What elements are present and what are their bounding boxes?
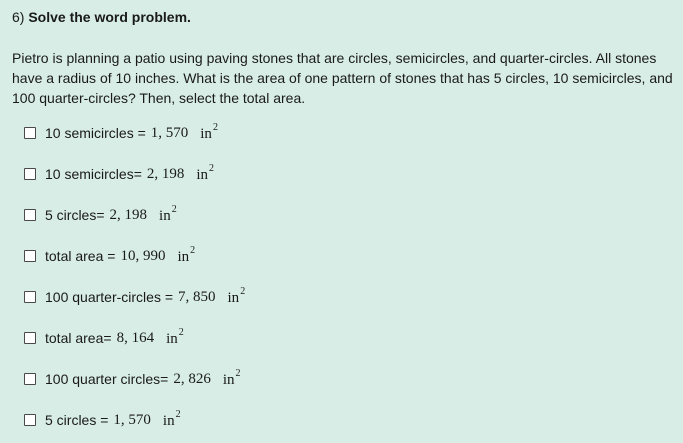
option-value: 7, 850 <box>178 288 216 305</box>
answer-option[interactable] <box>24 122 218 144</box>
option-unit: $in^2$ <box>159 203 177 224</box>
option-unit: $in^2$ <box>196 162 215 183</box>
option-value: 8, 164 <box>116 329 155 346</box>
option-unit: $in^2$ <box>227 285 246 306</box>
checkbox[interactable] <box>24 414 36 426</box>
checkbox[interactable] <box>24 250 36 262</box>
option-value: 10, 990 <box>120 247 166 264</box>
answer-option[interactable] <box>24 409 181 431</box>
question-header <box>12 8 191 26</box>
checkbox[interactable] <box>24 291 36 303</box>
option-unit: $in^2$ <box>222 367 241 388</box>
option-value: 2, 826 <box>173 370 211 387</box>
option-value: 1, 570 <box>150 124 189 141</box>
option-label: 10 semicircles = <box>45 125 146 141</box>
option-value: 1, 570 <box>113 411 151 428</box>
checkbox[interactable] <box>24 373 36 385</box>
option-label: 100 quarter circles= <box>45 371 169 387</box>
answer-option[interactable] <box>24 368 241 390</box>
checkbox[interactable] <box>24 209 36 221</box>
option-unit: $in^2$ <box>200 121 218 142</box>
option-label: total area = <box>45 248 116 264</box>
answer-option[interactable] <box>24 245 195 267</box>
option-value: 2, 198 <box>146 165 185 182</box>
option-label: 5 circles = <box>45 412 109 428</box>
option-value: 2, 198 <box>109 206 148 223</box>
problem-text: Pietro is planning a patio using paving stones that are circles, semicircles, and quarter-circles. All stones have a radius of 10 inches. What is the area of one pattern of stones that has 5 circles, 10 semicircles, and 100 quarter-circles? Then, select the total area. <box>12 50 673 106</box>
question-number: 6) <box>12 9 25 25</box>
answer-option[interactable] <box>24 286 245 308</box>
answer-option[interactable] <box>24 327 184 349</box>
answer-option[interactable] <box>24 163 214 185</box>
option-unit: $in^2$ <box>177 244 196 265</box>
question-title: Solve the word problem. <box>28 9 191 25</box>
answer-option[interactable] <box>24 204 177 226</box>
checkbox[interactable] <box>24 127 36 139</box>
option-label: total area= <box>45 330 112 346</box>
option-unit: $in^2$ <box>162 408 181 429</box>
option-label: 5 circles= <box>45 207 105 223</box>
option-label: 100 quarter-circles = <box>45 289 174 305</box>
option-label: 10 semicircles= <box>45 166 142 182</box>
checkbox[interactable] <box>24 168 36 180</box>
option-unit: $in^2$ <box>166 326 184 347</box>
checkbox[interactable] <box>24 332 36 344</box>
